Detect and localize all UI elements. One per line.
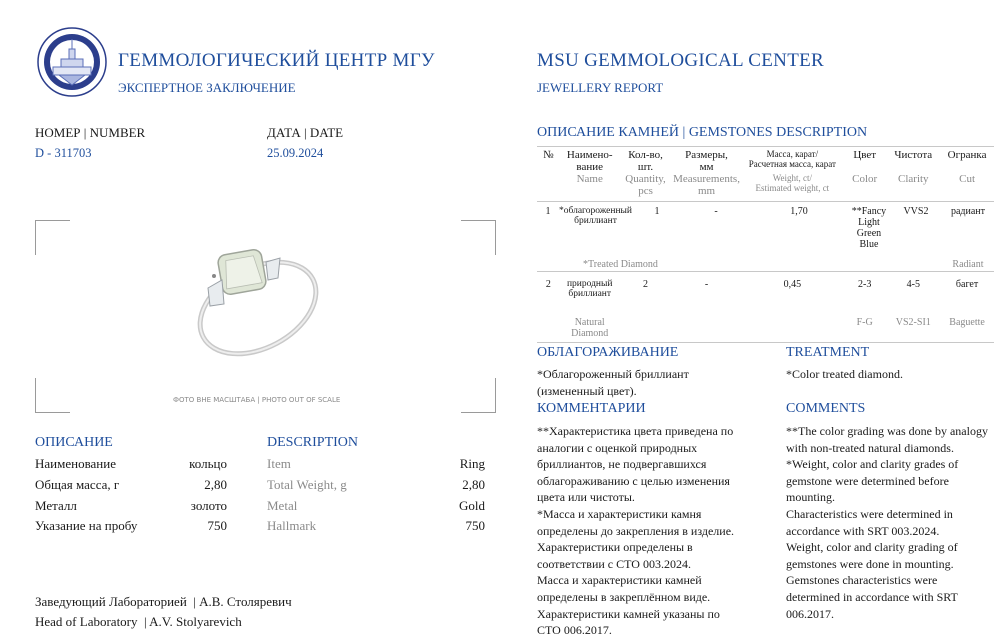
treatment-text-en: *Color treated diamond. [786,367,903,381]
description-row [35,477,227,498]
gem-header-en [537,173,994,197]
signature-ru: Заведующий Лабораторией | А.В. Столяревич [35,594,292,609]
gem-name-ru: природный бриллиант [566,279,613,299]
gem-row [537,206,994,270]
gem-row [537,279,994,341]
gem-col-size-en: Measurements, mm [673,173,740,197]
description-heading-ru: ОПИСАНИЕ [35,435,113,450]
description-heading-en: DESCRIPTION [267,435,359,450]
gem-col-clarity-ru: Чистота [894,149,933,161]
date-label: ДАТА | DATE [267,125,344,140]
en-subtitle: JEWELLERY REPORT [537,80,664,95]
comments-text-en: **The color grading was done by analogy with non-treated natural diamonds. *Weight, color and clarity grades of gemstone were determined before mounting. Characteristics were determined in accordance with SRT 003.2024. Weight, color and clarity grading of gemstones were done in mounting. Gemstones characteristics were determined in accordance with SRT 006.2017. [786,424,988,621]
number-value: D - 311703 [35,146,92,160]
gem-col-size-ru: Размеры, мм [685,149,728,173]
description-row [267,518,485,539]
msu-logo-icon [37,27,107,97]
gem-col-qty-en: Quantity, pcs [625,173,666,197]
treatment-text-ru: *Облагороженный бриллиант (измененный цвет). [537,367,689,398]
description-row [35,518,227,539]
photo-frame-corner-br [461,378,496,413]
desc-ru-value: кольцо [189,456,227,471]
gem-col-weight-en: Weight, ct/ Estimated weight, ct [755,173,830,193]
photo-caption: ФОТО ВНЕ МАСШТАБА | PHOTO OUT OF SCALE [173,396,341,404]
description-row [35,456,227,477]
description-row [267,456,485,477]
date-value: 25.09.2024 [267,146,324,160]
photo-frame-corner-tr [461,220,496,255]
comments-heading-ru: КОММЕНТАРИИ [537,401,646,416]
gem-cut-ru: радиант [950,206,985,217]
gem-clarity-en [890,250,942,270]
gem-name-en: *Treated Diamond [583,259,658,270]
gem-name-ru: *облагороженный бриллиант [558,206,633,226]
description-row [267,477,485,498]
gem-clarity-ru: VVS2 [903,206,929,217]
desc-ru-label: Металл [35,497,77,513]
divider [537,146,994,147]
gem-clarity-ru: 4-5 [906,279,920,290]
desc-en-value: Gold [459,497,485,513]
en-title: MSU GEMMOLOGICAL CENTER [537,50,824,71]
gem-qty: 2 [643,279,649,290]
desc-ru-value: 750 [207,518,227,534]
gem-color-ru: 2-3 [858,279,872,290]
desc-en-value: 750 [465,518,485,534]
ru-title: ГЕММОЛОГИЧЕСКИЙ ЦЕНТР МГУ [118,50,435,71]
gem-col-color-ru: Цвет [853,149,877,161]
gem-no: 1 [545,206,551,217]
gem-col-color-en: Color [852,173,878,185]
desc-en-label: Metal [267,497,298,513]
gem-name-en: Natural Diamond [571,317,609,339]
number-label: НОМЕР | NUMBER [35,125,146,140]
gem-col-cut-en: Cut [959,173,976,185]
desc-ru-value: золото [190,497,227,513]
comments-text-ru: **Характеристика цвета приведена по аналогии с оценкой природных бриллиантов, не подвергавшихся облагораживанию с целью изменения цвета или чистоты. *Масса и характеристики камня определены до закрепления в изделие. Характеристики определены в соответствии с СТО 003.2024. Масса и характеристики камней определены в закреплённом виде. Характеристики камней указаны по СТО 006.2017. [537,424,735,638]
desc-en-value: Ring [459,456,485,471]
description-en-table [267,456,485,539]
comments-heading-en: COMMENTS [786,401,866,416]
diamond-ring-photo-icon [180,240,320,360]
gem-col-cut-ru: Огранка [947,149,987,161]
divider [537,271,994,272]
description-row [267,498,485,519]
gem-col-name-ru: Наимено- вание [566,149,613,173]
desc-ru-value: 2,80 [204,476,227,492]
gem-size: - [714,206,718,217]
desc-ru-label: Общая масса, г [35,476,120,492]
photo-frame-corner-tl [35,220,70,255]
desc-en-label: Hallmark [267,518,317,534]
gem-color-en: F-G [856,317,873,328]
gem-cut-en: Baguette [949,317,985,328]
treatment-heading-en: TREATMENT [786,345,870,360]
ru-subtitle: ЭКСПЕРТНОЕ ЗАКЛЮЧЕНИЕ [118,80,296,95]
divider [537,201,994,202]
gem-cut-ru: багет [955,279,979,290]
gemstones-table [537,149,994,197]
gem-weight: 0,45 [783,279,802,290]
gem-col-weight-ru: Масса, карат/ Расчетная масса, карат [748,149,836,169]
gem-color-en [848,250,890,270]
signature-en: Head of Laboratory | A.V. Stolyarevich [35,614,242,629]
desc-en-label: Item [267,456,291,471]
treatment-heading-ru: ОБЛАГОРАЖИВАНИЕ [537,345,679,360]
gem-col-name-en: Name [576,173,603,185]
gem-col-clarity-en: Clarity [898,173,929,185]
gem-col-qty-ru: Кол-во, шт. [628,149,663,173]
desc-en-label: Total Weight, g [267,476,347,492]
gemstones-heading: ОПИСАНИЕ КАМНЕЙ | GEMSTONES DESCRIPTION [537,125,868,140]
gem-size: - [704,279,709,290]
divider [537,342,994,343]
gem-header-ru [537,149,994,173]
description-ru-table [35,456,227,539]
photo-frame-corner-bl [35,378,70,413]
desc-en-value: 2,80 [462,476,485,492]
description-row [35,498,227,519]
gem-color-ru: **Fancy Light Green Blue [851,206,887,250]
desc-ru-label: Указание на пробу [35,518,138,534]
desc-ru-label: Наименование [35,456,116,471]
gem-no: 2 [545,279,551,290]
gem-cut-en: Radiant [952,259,984,270]
gem-weight: 1,70 [790,206,808,217]
gem-col-no: № [543,149,554,161]
gem-clarity-en: VS2-SI1 [895,317,931,328]
gem-qty: 1 [654,206,660,217]
